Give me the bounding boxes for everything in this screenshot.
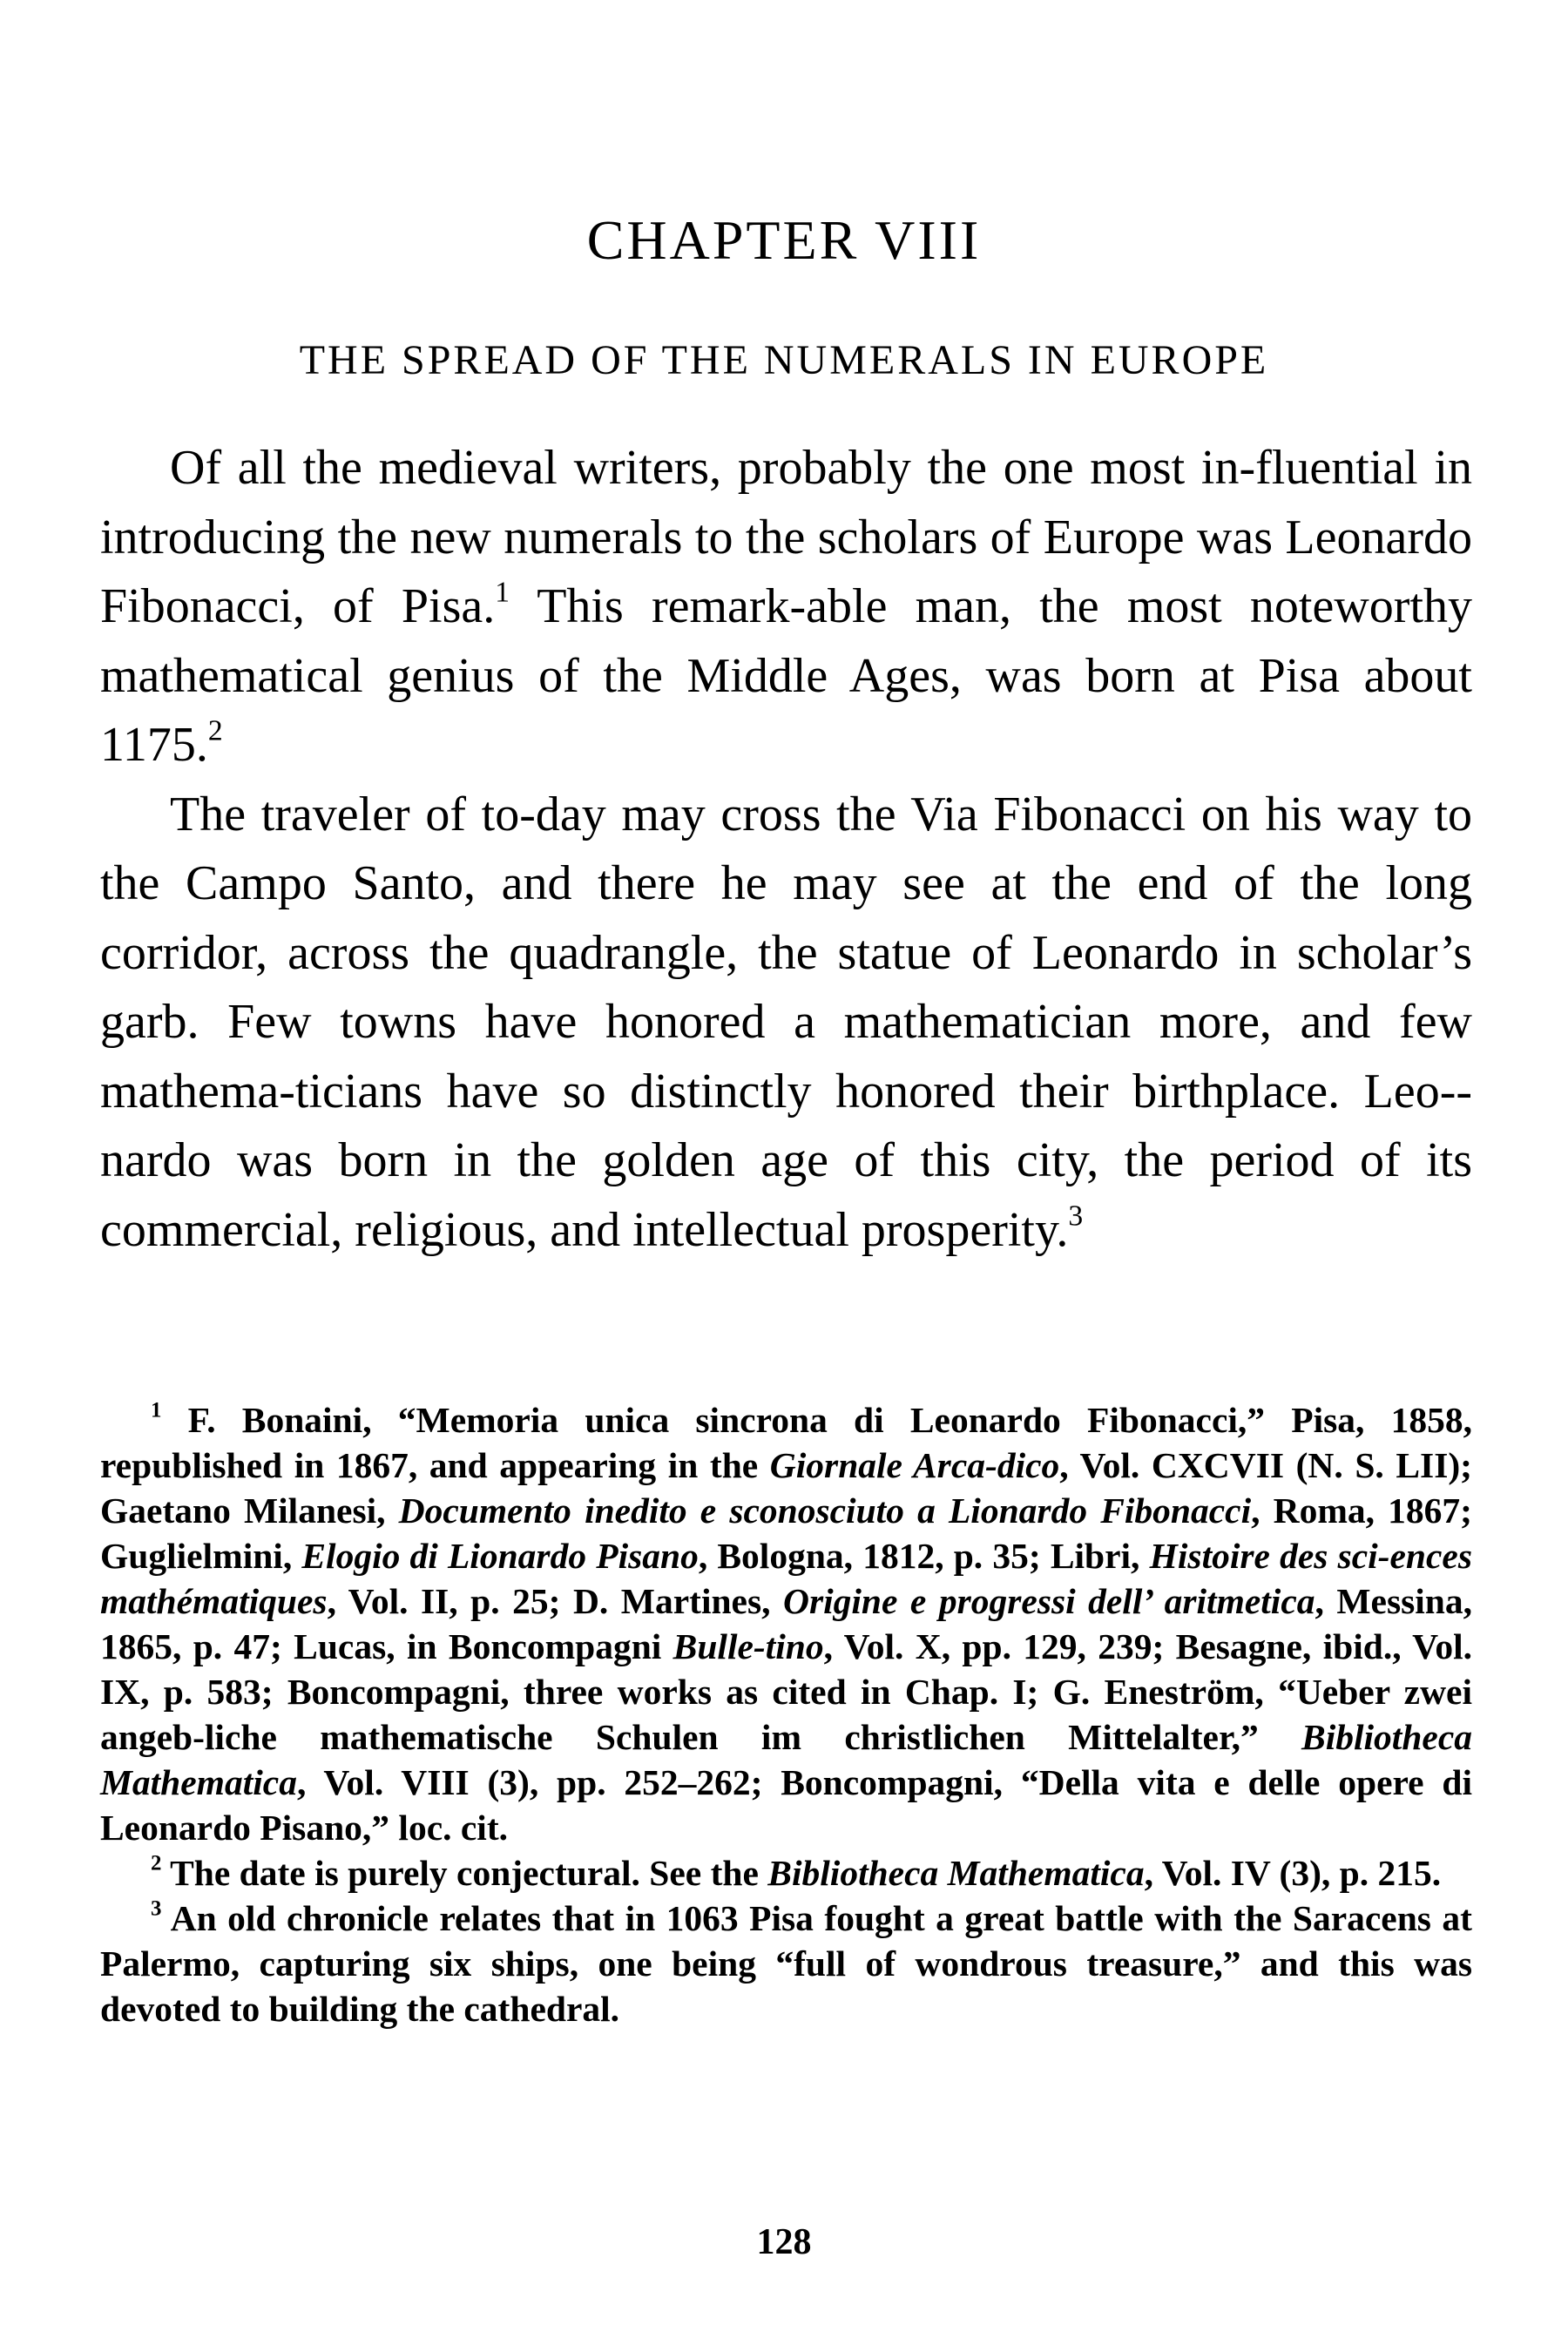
footnote-marker: 3 bbox=[1068, 1199, 1084, 1232]
footnote-marker: 2 bbox=[207, 714, 223, 747]
footnotes bbox=[100, 1397, 1472, 2031]
page-number: 128 bbox=[756, 2222, 812, 2262]
footnote-marker: 3 bbox=[151, 1896, 162, 1921]
text-run: The traveler of to-day may cross the Via Fibonacci on his way to the Campo Santo, and there he may see at the end of the long corridor, across the quadrangle, the statue of Leonardo in scholar’s garb. Few towns have honored a mathematician more, and few mathema-ticians have so distinctly honored their birthplace. Leo-nardo was born in the golden age of this city, the period of its commercial, religious, and intellectual prosperity. bbox=[100, 787, 1472, 1257]
italic-text: Bibliotheca Mathematica bbox=[100, 1717, 1472, 1802]
text-run: This remark-able man, the most noteworthy mathematical genius of the Middle Ages, was born at Pisa about 1175. bbox=[100, 579, 1472, 772]
footnote-marker: 2 bbox=[151, 1851, 162, 1876]
text-run: , Vol. X, pp. 129, 239; Besagne, ibid., Vol. IX, p. 583; Boncompagni, three works as cited in Chap. I; G. Eneström, “Ueber zwei angeb-liche mathematische Schulen im christlichen Mittelalter,” bbox=[100, 1626, 1472, 1757]
chapter-heading: CHAPTER VIII bbox=[586, 209, 982, 271]
text-run: , Roma, 1867; Guglielmini, bbox=[100, 1490, 1472, 1576]
text-run: Of all the medieval writers, probably the one most in-fluential in introducing the new numerals to the scholars of Europe was Leonardo Fibonacci, of Pisa. bbox=[100, 441, 1472, 633]
text-run: , Vol. II, p. 25; D. Martines, bbox=[327, 1581, 783, 1621]
footnote-marker: 1 bbox=[495, 576, 510, 609]
footnote-marker: 1 bbox=[151, 1398, 162, 1423]
italic-text: Elogio di Lionardo Pisano bbox=[301, 1536, 699, 1576]
footnote-2 bbox=[100, 1850, 1472, 1896]
text-run: , Bologna, 1812, p. 35; Libri, bbox=[698, 1536, 1150, 1576]
text-run: An old chronicle relates that in 1063 Pisa fought a great battle with the Saracens at Palermo, capturing six ships, one being “full of wondrous treasure,” and this was devoted to building the cathedral. bbox=[100, 1898, 1472, 2029]
italic-text: Documento inedito e sconosciuto a Lionardo Fibonacci bbox=[398, 1490, 1252, 1531]
text-run: F. Bonaini, “Memoria unica sincrona di Leonardo Fibonacci,” Pisa, 1858, republished in 1867, and appearing in the bbox=[100, 1400, 1472, 1485]
italic-text: Bibliotheca Mathematica bbox=[767, 1853, 1145, 1893]
text-run: , Vol. VIII (3), pp. 252–262; Boncompagni, “Della vita e delle opere di Leonardo Pisano,” loc. cit. bbox=[100, 1762, 1472, 1848]
italic-text: Giornale Arca-dico bbox=[769, 1445, 1060, 1485]
paragraph-2 bbox=[100, 781, 1472, 1266]
chapter-title: THE SPREAD OF THE NUMERALS IN EUROPE bbox=[299, 337, 1269, 383]
footnote-1 bbox=[100, 1397, 1472, 1850]
text-run: The date is purely conjectural. See the bbox=[161, 1853, 768, 1893]
text-run: , Vol. IV (3), p. 215. bbox=[1144, 1853, 1442, 1893]
text-run: , Vol. CXCVII (N. S. LII); Gaetano Milanesi, bbox=[100, 1445, 1472, 1531]
italic-text: Histoire des sci-ences mathématiques bbox=[100, 1536, 1472, 1621]
italic-text: Origine e progressi dell’ aritmetica bbox=[783, 1581, 1315, 1621]
body-text bbox=[100, 434, 1472, 1265]
text-run: , Messina, 1865, p. 47; Lucas, in Boncompagni bbox=[100, 1581, 1472, 1666]
paragraph-1 bbox=[100, 434, 1472, 781]
italic-text: Bulle-tino bbox=[672, 1626, 824, 1666]
footnote-3 bbox=[100, 1896, 1472, 2031]
